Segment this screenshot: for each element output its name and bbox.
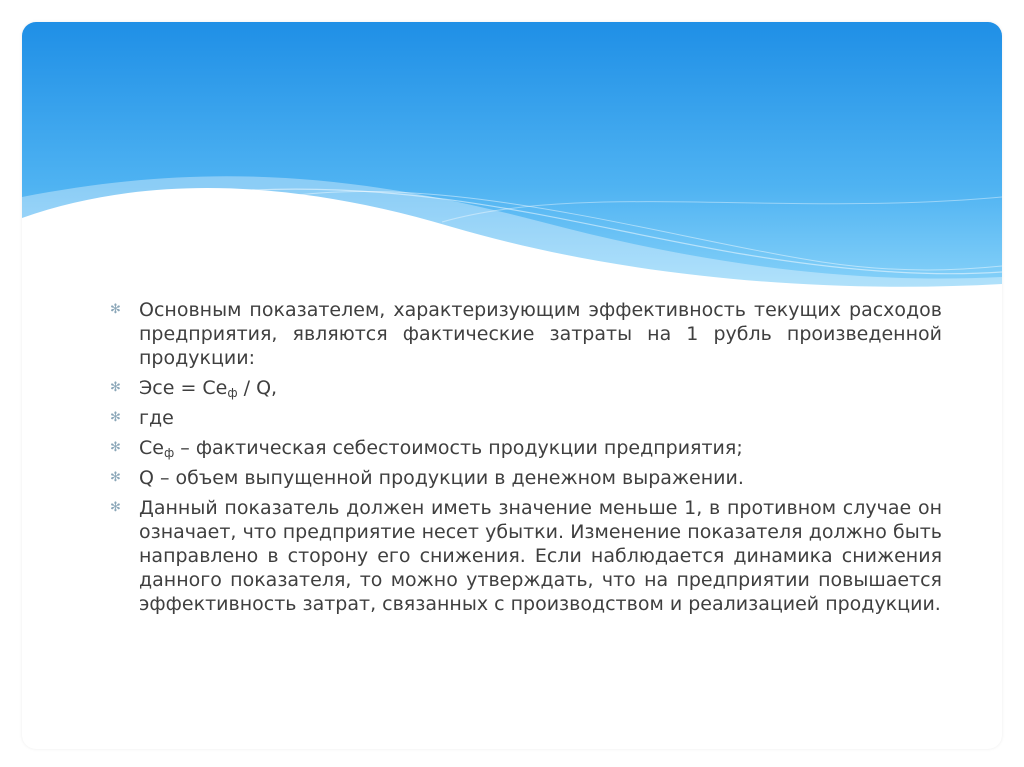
list-item (110, 406, 942, 430)
definition (139, 437, 743, 459)
formula (139, 377, 277, 399)
asterisk-icon: ✻ (110, 380, 121, 395)
list-item (110, 496, 942, 616)
item-text: Данный показатель должен иметь значение меньше 1, в противном случае он означает, что предприятие несет убытки. Изменение показателя должно быть направлено в сторону его снижения. Если наблюдается динамика снижения данного показателя, то можно утверждать, что на предприятии повышается эффективность затрат, связанных с производством и реализацией продукции. (139, 497, 942, 615)
list-item (110, 298, 942, 370)
asterisk-icon: ✻ (110, 500, 121, 515)
formula-prefix: Эсе = Се (139, 377, 228, 399)
definition-prefix: Се (139, 437, 164, 459)
slide-content (110, 298, 942, 622)
item-text: Q – объем выпущенной продукции в денежном выражении. (139, 467, 744, 489)
formula-subscript: ф (227, 386, 238, 400)
asterisk-icon: ✻ (110, 470, 121, 485)
list-item (110, 436, 942, 460)
list-item (110, 466, 942, 490)
list-item (110, 376, 942, 400)
asterisk-icon: ✻ (110, 440, 121, 455)
bullet-list (110, 298, 942, 616)
formula-suffix: / Q, (237, 377, 278, 399)
definition-suffix: – фактическая себестоимость продукции предприятия; (174, 437, 743, 459)
slide-frame (22, 22, 1002, 749)
header-wave-decoration (22, 22, 1002, 322)
asterisk-icon: ✻ (110, 302, 121, 317)
item-text: Основным показателем, характеризующим эффективность текущих расходов предприятия, являются фактические затраты на 1 рубль произведенной продукции: (139, 299, 942, 369)
asterisk-icon: ✻ (110, 410, 121, 425)
definition-subscript: ф (163, 446, 175, 460)
item-text: где (139, 407, 174, 429)
